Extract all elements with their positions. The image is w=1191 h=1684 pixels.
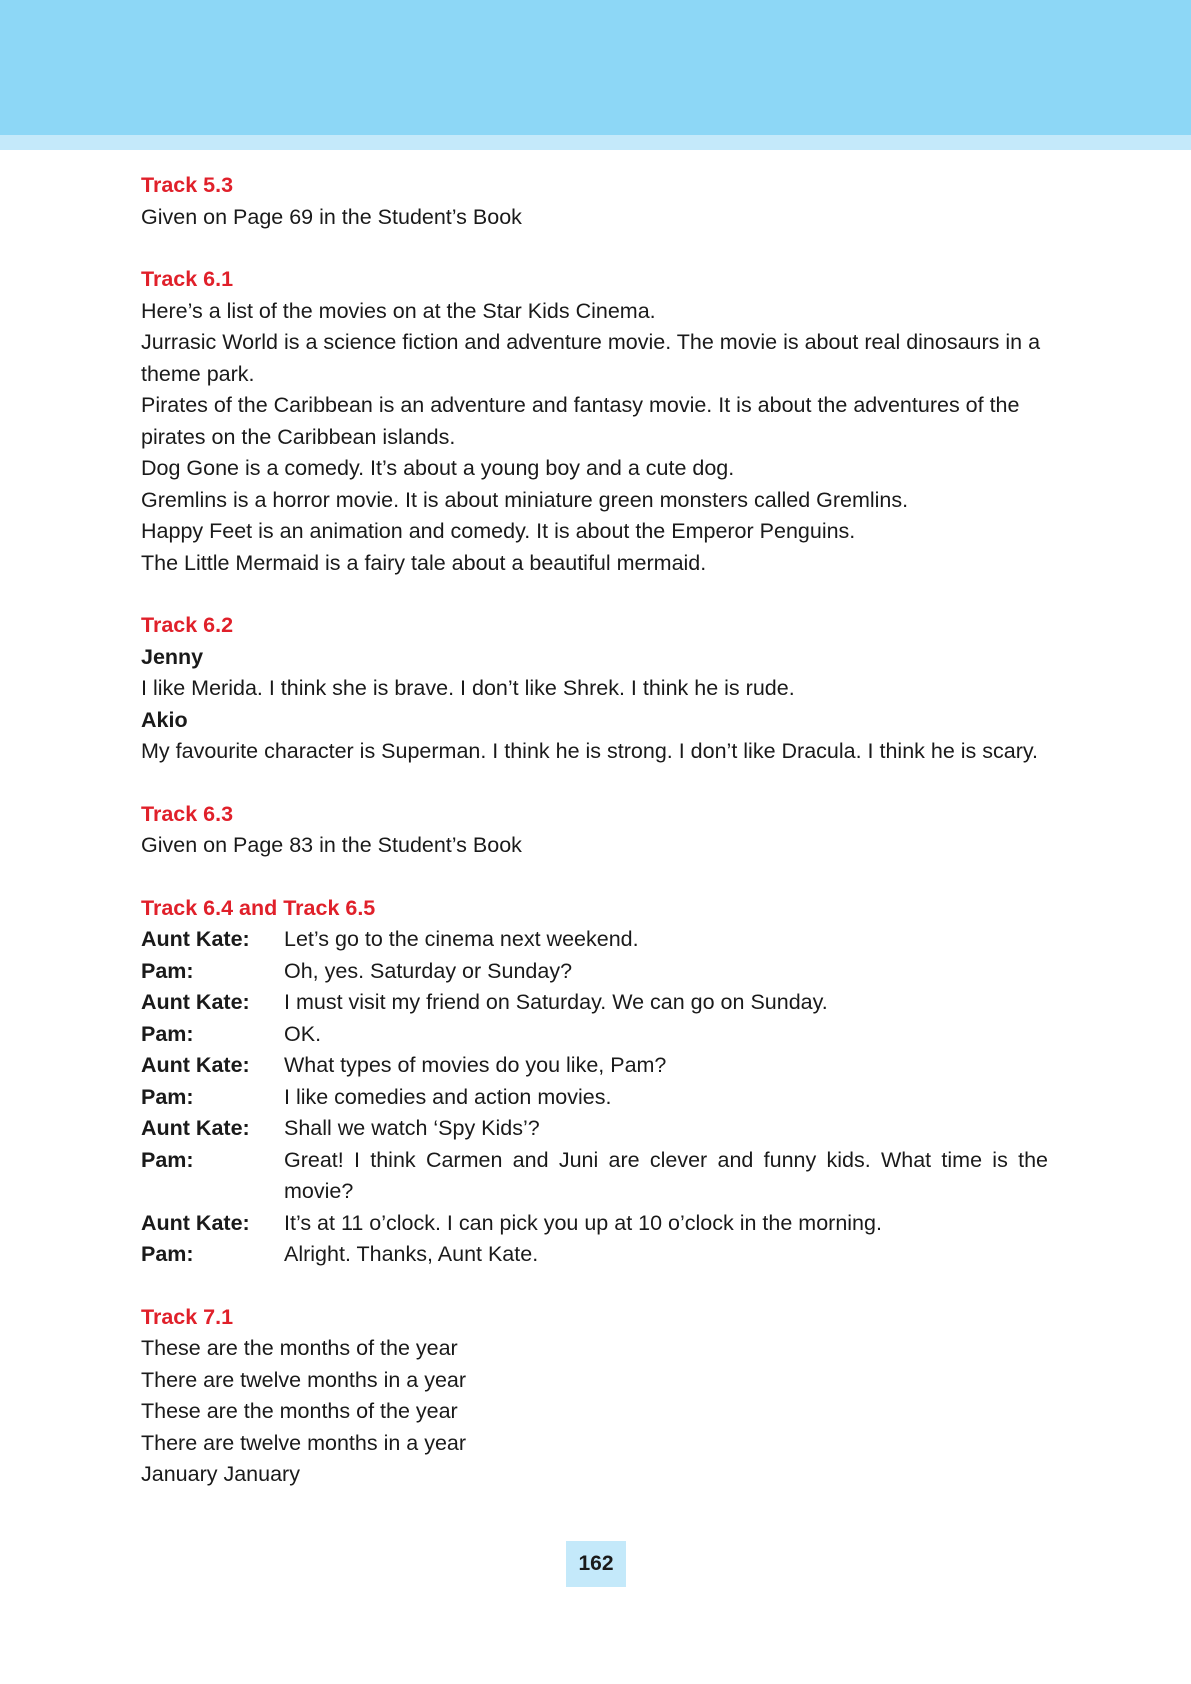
dialogue-line: I like comedies and action movies. — [284, 1084, 612, 1109]
dialogue-line: Oh, yes. Saturday or Sunday? — [284, 958, 573, 983]
dialogue-line: Let’s go to the cinema next weekend. — [284, 927, 639, 951]
speaker-text: My favourite character is Superman. I think he is strong. I don’t like Dracula. I think he is scary. — [141, 739, 1039, 763]
track-title: Track 7.1 — [141, 1304, 234, 1329]
dialogue-speaker: Pam: — [141, 1147, 194, 1172]
track-5-3-section — [141, 170, 1048, 233]
dialogue-speaker: Aunt Kate: — [141, 990, 250, 1014]
transcript-line: Jurrasic World is a science fiction and adventure movie. The movie is about real dinosaurs in a theme park. — [141, 330, 1041, 386]
song-line: These are the months of the year — [141, 1336, 458, 1360]
track-6-4-6-5-section — [141, 893, 1048, 1271]
dialogue — [141, 924, 1048, 1271]
dialogue-line: Shall we watch ‘Spy Kids’? — [284, 1116, 540, 1140]
track-6-2-section — [141, 610, 1048, 768]
track-title: Track 6.4 and Track 6.5 — [141, 895, 376, 920]
song-line: There are twelve months in a year — [141, 1367, 467, 1392]
speaker-text: I like Merida. I think she is brave. I don’t like Shrek. I think he is rude. — [141, 676, 795, 700]
transcript-content — [141, 170, 1048, 1522]
track-title: Track 5.3 — [141, 173, 234, 197]
speaker-name: Akio — [141, 707, 188, 732]
track-6-3-section — [141, 799, 1048, 862]
transcript-line: The Little Mermaid is a fairy tale about a beautiful mermaid. — [141, 550, 707, 575]
track-title: Track 6.3 — [141, 801, 234, 826]
header-strip — [0, 135, 1191, 150]
dialogue-line: Alright. Thanks, Aunt Kate. — [284, 1242, 539, 1266]
track-title: Track 6.2 — [141, 613, 234, 637]
dialogue-line: I must visit my friend on Saturday. We can go on Sunday. — [284, 990, 828, 1014]
transcript-line: Here’s a list of the movies on at the Star Kids Cinema. — [141, 298, 656, 323]
dialogue-speaker: Pam: — [141, 958, 194, 983]
dialogue-line: OK. — [284, 1021, 322, 1046]
dialogue-speaker: Aunt Kate: — [141, 1053, 250, 1077]
dialogue-speaker: Pam: — [141, 1084, 194, 1109]
transcript-line: Happy Feet is an animation and comedy. It is about the Emperor Penguins. — [141, 519, 856, 543]
dialogue-speaker: Pam: — [141, 1242, 194, 1266]
dialogue-speaker: Pam: — [141, 1021, 194, 1046]
transcript-line: Given on Page 69 in the Student’s Book — [141, 204, 522, 229]
dialogue-line: It’s at 11 o’clock. I can pick you up at 10 o’clock in the morning. — [284, 1210, 882, 1235]
transcript-line: Given on Page 83 in the Student’s Book — [141, 833, 522, 857]
speaker-name: Jenny — [141, 644, 204, 669]
song-line: There are twelve months in a year — [141, 1430, 467, 1455]
track-title: Track 6.1 — [141, 267, 234, 291]
dialogue-line: What types of movies do you like, Pam? — [284, 1053, 667, 1077]
transcript-line: Dog Gone is a comedy. It’s about a young boy and a cute dog. — [141, 456, 735, 480]
song-line: These are the months of the year — [141, 1399, 458, 1423]
dialogue-speaker: Aunt Kate: — [141, 927, 250, 951]
dialogue-speaker: Aunt Kate: — [141, 1116, 250, 1140]
transcript-line: Gremlins is a horror movie. It is about miniature green monsters called Gremlins. — [141, 487, 909, 512]
track-7-1-section — [141, 1302, 1048, 1491]
dialogue-speaker: Aunt Kate: — [141, 1210, 250, 1235]
transcript-line: Pirates of the Caribbean is an adventure and fantasy movie. It is about the adventures of the pirates on the Caribbean islands. — [141, 393, 1020, 449]
page-number: 162 — [566, 1541, 626, 1587]
track-6-1-section — [141, 264, 1048, 579]
song-line: January January — [141, 1462, 300, 1486]
header-band — [0, 0, 1191, 135]
dialogue-line: Great! I think Carmen and Juni are clever and funny kids. What time is the movie? — [284, 1147, 1048, 1203]
